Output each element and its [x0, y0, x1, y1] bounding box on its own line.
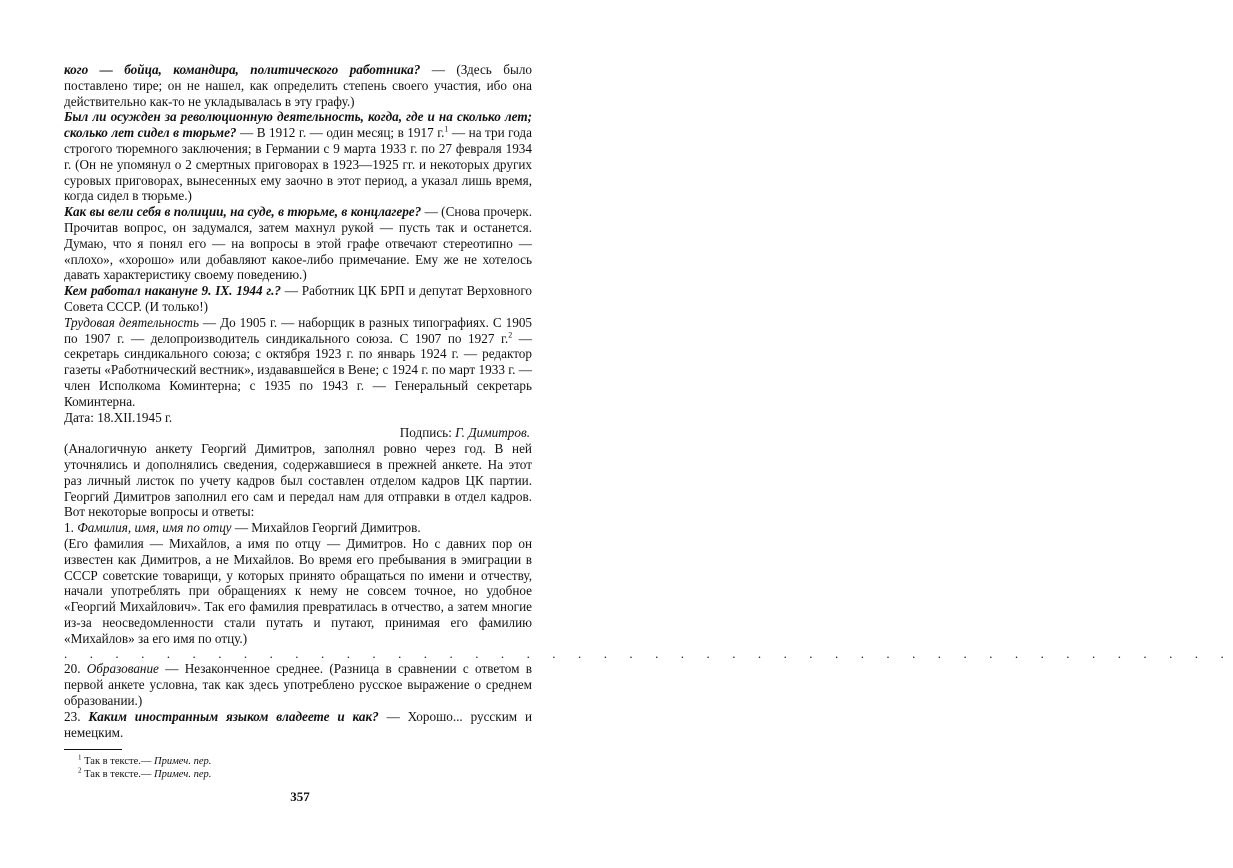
question-text: Как вы вели себя в полиции, на суде, в тюрьме, в концлагере? [64, 204, 422, 220]
question-23 [64, 709, 532, 741]
question-20 [64, 661, 532, 708]
question-1 [64, 520, 532, 536]
signature-label: Подпись: [399, 425, 456, 441]
footnote-divider [64, 749, 122, 750]
question-text: Кем работал накануне 9. IX. 1944 г.? [64, 283, 281, 299]
answer-text: — (Здесь было поставлено тире; он не нашел, как определить степень своего участия, ибо она действительно как-то не укладывалась в эту графу.) [64, 62, 532, 109]
footnote-1 [78, 753, 212, 768]
signature-line [64, 425, 530, 441]
paragraph-affiliation [64, 62, 532, 109]
footnote-text: Так в тексте.— [81, 769, 154, 780]
document-body [64, 62, 1233, 740]
answer-text: — Работник ЦК БРП и депутат Верховного Совета СССР. (И только!) [64, 283, 532, 314]
footnote-2 [78, 766, 212, 781]
footnote-mark: 1 [78, 753, 82, 762]
question-number: 20. [64, 661, 87, 677]
question-text: Трудовая деятельность [64, 314, 199, 330]
footnote-mark: 2 [78, 766, 82, 775]
answer-text: — (Снова прочерк. Прочитав вопрос, он задумался, затем махнул рукой — пусть так и останется. Думаю, что я понял его — на вопросы в этой графе отвечают стереотипно — «плохо», «хорошо» или добавляют какое-либо примечание. Ему же не хотелось давать характеристику своему поведению.) [64, 204, 532, 283]
question-text: Образование [86, 661, 159, 677]
question-text: Был ли осужден за революционную деятельность, когда, где и на сколько лет; сколько лет сидел в тюрьме? [64, 109, 532, 141]
question-1-note: (Его фамилия — Михайлов, а имя по отцу — Димитров. Но с давних пор он известен как Димитров, а не Михайлов. Во время его пребывания в эмиграции в СССР советские товарищи, у которых принято обращаться по имени и отчеству, начали употреблять при обращениях к нему не совсем точное, но удобное «Георгий Михайлович». Так его фамилия превратилась в отчество, а затем многие из-за неосведомленности стали путать и путают, принимая его фамилию «Михайлов» за его имя по отцу.) [64, 535, 532, 646]
answer-text: — секретарь синдикального союза; с октября 1923 г. по январь 1924 г. — редактор газеты «Работнический вестник», издававшейся в Вене; с 1924 г. по март 1933 г. — член Исполкома Коминтерна; с 1935 по 1943 г. — Генеральный секретарь Коминтерна. [64, 330, 532, 409]
answer-text: — Незаконченное среднее. (Разница в сравнении с ответом в первой анкете условна, так как здесь употреблено русское выражение о среднем образовании.) [64, 661, 532, 709]
question-number: 1. [64, 520, 78, 536]
footnote-note: Примеч. пер. [154, 769, 212, 780]
paragraph-work-before [64, 283, 532, 315]
paragraph-convictions [64, 109, 532, 204]
answer-text: — До 1905 г. — наборщик в разных типографиях. С 1905 по 1907 г. — делопроизводитель синдикального союза. С 1907 по 1927 г. [64, 314, 533, 346]
footnote-marker: 1 [444, 124, 449, 134]
author-note: (Аналогичную анкету Георгий Димитров, заполнял ровно через год. В ней уточнялись и дополнялись сведения, содержавшиеся в прежней анкете. На этот раз личный листок по учету кадров был составлен отделом кадров ЦК партии. Георгий Димитров заполнил его сам и передал нам для отправки в отдел кадров. Вот некоторые вопросы и ответы: [64, 441, 532, 520]
answer-text: — Хорошо... русским и немецким. [64, 708, 532, 740]
question-text: Фамилия, имя, имя по отцу [77, 520, 232, 536]
question-text: кого — бойца, командира, политического работника? [64, 62, 421, 77]
paragraph-behavior [64, 204, 532, 283]
question-text: Каким иностранным языком владеете и как? [88, 708, 379, 724]
date-line: Дата: 18.XII.1945 г. [64, 409, 173, 425]
footnote-marker: 2 [508, 330, 513, 340]
paragraph-labor [64, 315, 532, 410]
ellipsis-separator: . . . . . . . . . . . . . . . . . . . . . . . . . . . . . . . . . . . . . . . . . . . . . . [64, 646, 1233, 662]
question-number: 23. [64, 708, 89, 724]
answer-text: — В 1912 г. — один месяц; в 1917 г. [236, 125, 445, 141]
footnote-text: Так в тексте.— [81, 756, 154, 767]
page-number: 357 [290, 789, 310, 804]
answer-text: — Михайлов Георгий Димитров. [231, 520, 421, 536]
signature-name: Г. Димитров. [455, 425, 530, 441]
answer-text: — на три года строгого тюремного заключения; в Германии с 9 марта 1933 г. по 27 февраля 1934 г. (Он не упомянул о 2 смертных приговорах в 1923—1925 гг. и некоторых других суровых приговорах, вынесенных ему заочно в этот период, а указал лишь время, когда сидел в тюрьме.) [64, 125, 532, 204]
footnote-note: Примеч. пер. [154, 756, 212, 767]
